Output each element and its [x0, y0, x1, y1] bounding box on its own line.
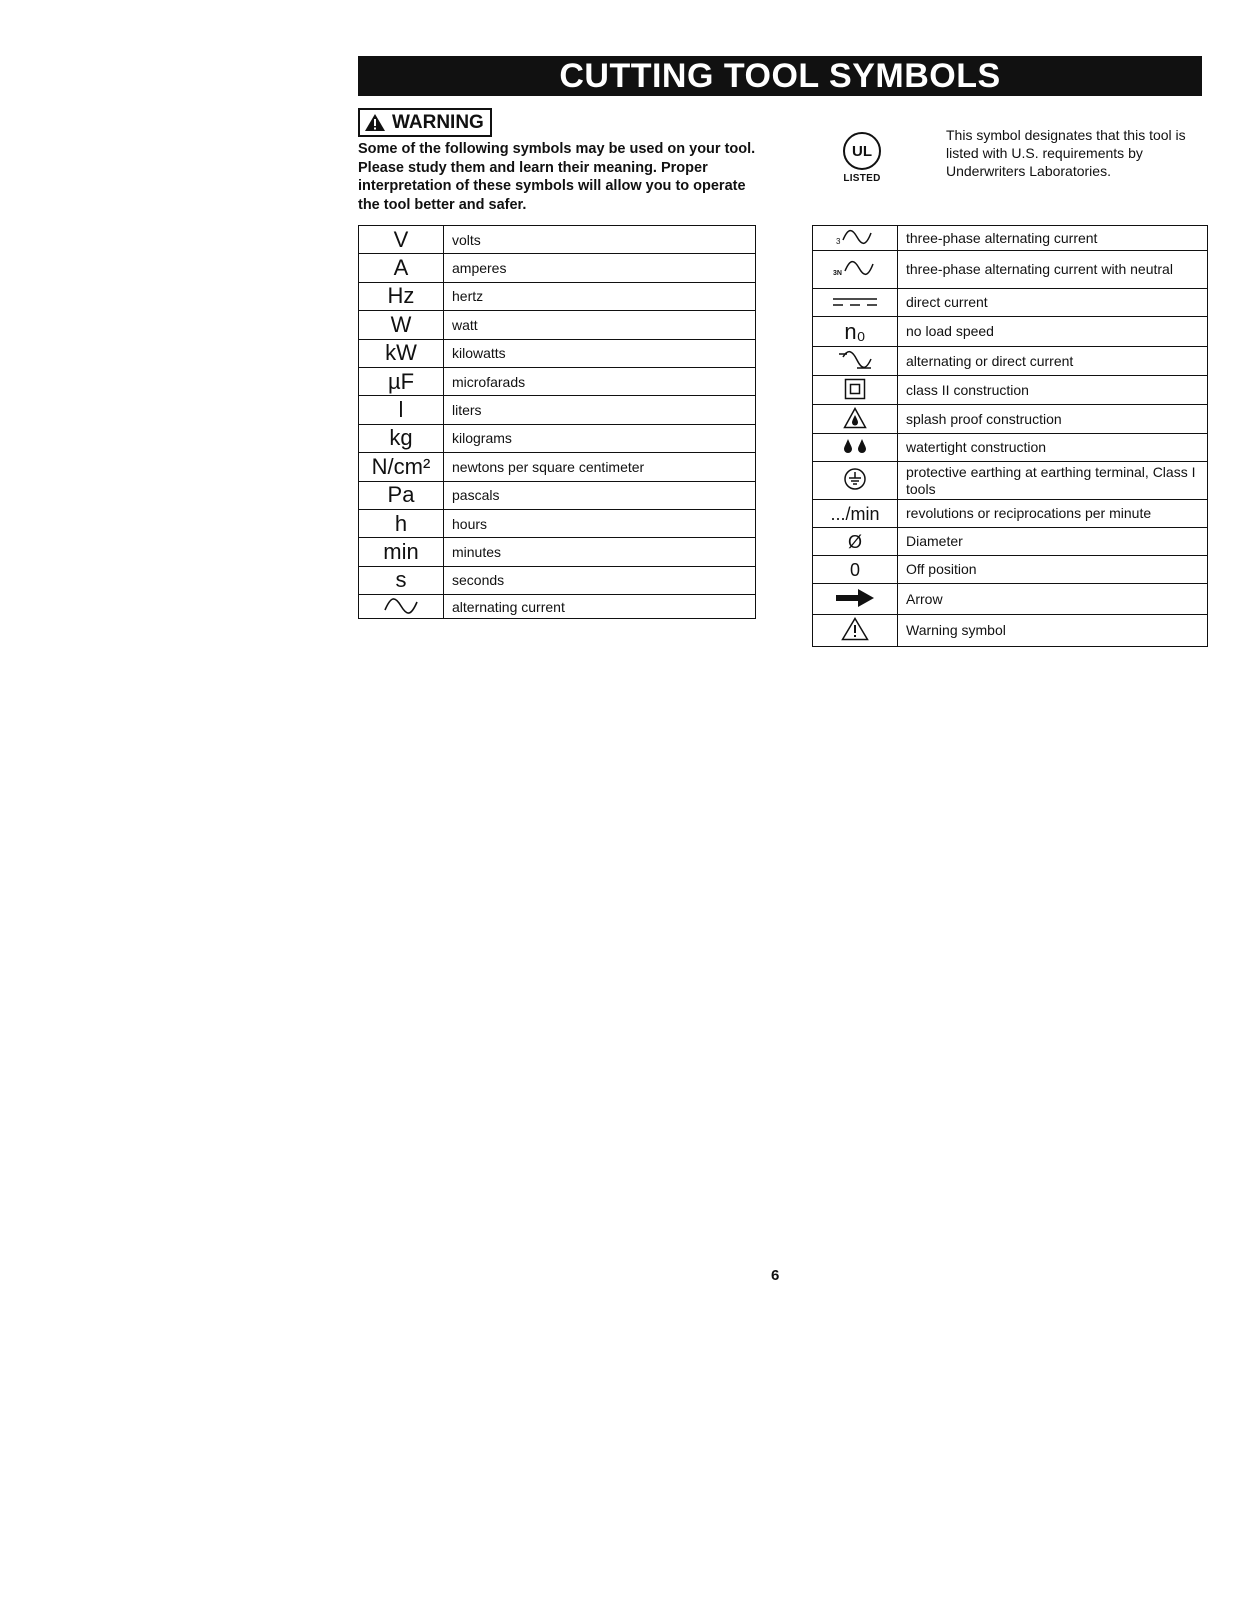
three-phase-ac-icon [833, 228, 877, 246]
meaning-cell: Arrow [898, 584, 1208, 615]
table-row [813, 528, 1208, 556]
symbol-cell [813, 347, 898, 376]
ac-dc-icon [835, 350, 875, 370]
warning-triangle-icon [364, 113, 386, 132]
watertight-icon [841, 437, 869, 455]
meaning-cell: Diameter [898, 528, 1208, 556]
meaning-cell: newtons per square centimeter [444, 453, 756, 481]
table-row [813, 584, 1208, 615]
table-row [359, 311, 756, 339]
meaning-cell: three-phase alternating current [898, 226, 1208, 251]
meaning-cell: alternating current [444, 595, 756, 619]
meaning-cell: protective earthing at earthing terminal, Class I tools [898, 462, 1208, 500]
direct-current-icon [831, 295, 879, 309]
meaning-cell: no load speed [898, 317, 1208, 347]
meaning-cell: amperes [444, 254, 756, 282]
arrow-icon [834, 588, 876, 608]
table-row [813, 251, 1208, 289]
symbol-cell [813, 615, 898, 647]
meaning-cell: alternating or direct current [898, 347, 1208, 376]
page-number: 6 [771, 1267, 780, 1284]
table-row [359, 481, 756, 509]
meaning-cell: watt [444, 311, 756, 339]
table-row [359, 226, 756, 254]
symbol-cell: W [359, 311, 444, 339]
splash-proof-icon [843, 407, 867, 429]
three-phase-ac-neutral-icon [832, 258, 878, 278]
symbol-cell [813, 462, 898, 500]
meaning-cell: liters [444, 396, 756, 424]
meaning-cell: minutes [444, 538, 756, 566]
symbol-cell: A [359, 254, 444, 282]
class-ii-icon [844, 378, 866, 400]
table-row [359, 339, 756, 367]
symbol-cell: min [359, 538, 444, 566]
table-row [813, 500, 1208, 528]
symbol-cell: Pa [359, 481, 444, 509]
table-row [813, 289, 1208, 317]
svg-text:3: 3 [836, 236, 841, 246]
table-row [813, 556, 1208, 584]
earthing-icon [843, 467, 867, 491]
ul-listed-logo [838, 132, 886, 184]
meaning-cell: Off position [898, 556, 1208, 584]
symbol-cell: h [359, 509, 444, 537]
right-symbol-table [812, 225, 1208, 647]
warning-label: WARNING [392, 111, 484, 133]
table-row [813, 615, 1208, 647]
symbol-cell: 0 [813, 556, 898, 584]
ul-listed-label: LISTED [843, 173, 881, 184]
table-row [813, 405, 1208, 434]
warning-triangle-icon [841, 617, 869, 641]
table-row [359, 566, 756, 594]
symbol-cell [813, 251, 898, 289]
table-row [813, 376, 1208, 405]
symbol-cell: V [359, 226, 444, 254]
table-row [359, 396, 756, 424]
table-row [813, 317, 1208, 347]
symbol-cell [813, 434, 898, 462]
meaning-cell: pascals [444, 481, 756, 509]
symbol-cell [813, 584, 898, 615]
symbol-cell: Hz [359, 282, 444, 310]
meaning-cell: kilograms [444, 424, 756, 452]
meaning-cell: watertight construction [898, 434, 1208, 462]
table-row [359, 424, 756, 452]
table-row [359, 282, 756, 310]
symbol-cell [813, 289, 898, 317]
warning-text: Some of the following symbols may be used on your tool. Please study them and learn their meaning. Proper interpretation of these symbols will allow you to operate the tool better and safer. [358, 141, 756, 213]
symbol-cell: n₀ [813, 317, 898, 347]
symbol-cell [359, 595, 444, 619]
left-symbol-table [358, 225, 756, 619]
table-row [813, 434, 1208, 462]
meaning-cell: kilowatts [444, 339, 756, 367]
symbol-cell: Ø [813, 528, 898, 556]
symbol-cell: .../min [813, 500, 898, 528]
meaning-cell: direct current [898, 289, 1208, 317]
page-title: CUTTING TOOL SYMBOLS [358, 56, 1202, 96]
table-row [359, 254, 756, 282]
table-row [359, 509, 756, 537]
meaning-cell: revolutions or reciprocations per minute [898, 500, 1208, 528]
table-row [813, 462, 1208, 500]
symbol-cell: l [359, 396, 444, 424]
warning-badge [358, 108, 492, 137]
symbol-cell: N/cm² [359, 453, 444, 481]
symbol-cell: kg [359, 424, 444, 452]
table-row [359, 367, 756, 395]
table-row [359, 538, 756, 566]
ul-description: This symbol designates that this tool is listed with U.S. requirements by Underwriters Laboratories. [946, 127, 1186, 179]
symbol-cell: s [359, 566, 444, 594]
symbol-cell [813, 376, 898, 405]
meaning-cell: volts [444, 226, 756, 254]
meaning-cell: splash proof construction [898, 405, 1208, 434]
ul-mark: UL [843, 132, 881, 170]
ac-icon [383, 598, 419, 614]
table-row [359, 453, 756, 481]
symbol-cell [813, 226, 898, 251]
meaning-cell: hertz [444, 282, 756, 310]
meaning-cell: microfarads [444, 367, 756, 395]
table-row [359, 595, 756, 619]
meaning-cell: three-phase alternating current with neutral [898, 251, 1208, 289]
table-row [813, 226, 1208, 251]
meaning-cell: seconds [444, 566, 756, 594]
meaning-cell: class II construction [898, 376, 1208, 405]
table-row [813, 347, 1208, 376]
symbol-cell [813, 405, 898, 434]
symbol-cell: µF [359, 367, 444, 395]
meaning-cell: hours [444, 509, 756, 537]
meaning-cell: Warning symbol [898, 615, 1208, 647]
symbol-cell: kW [359, 339, 444, 367]
svg-text:3N: 3N [833, 270, 842, 277]
